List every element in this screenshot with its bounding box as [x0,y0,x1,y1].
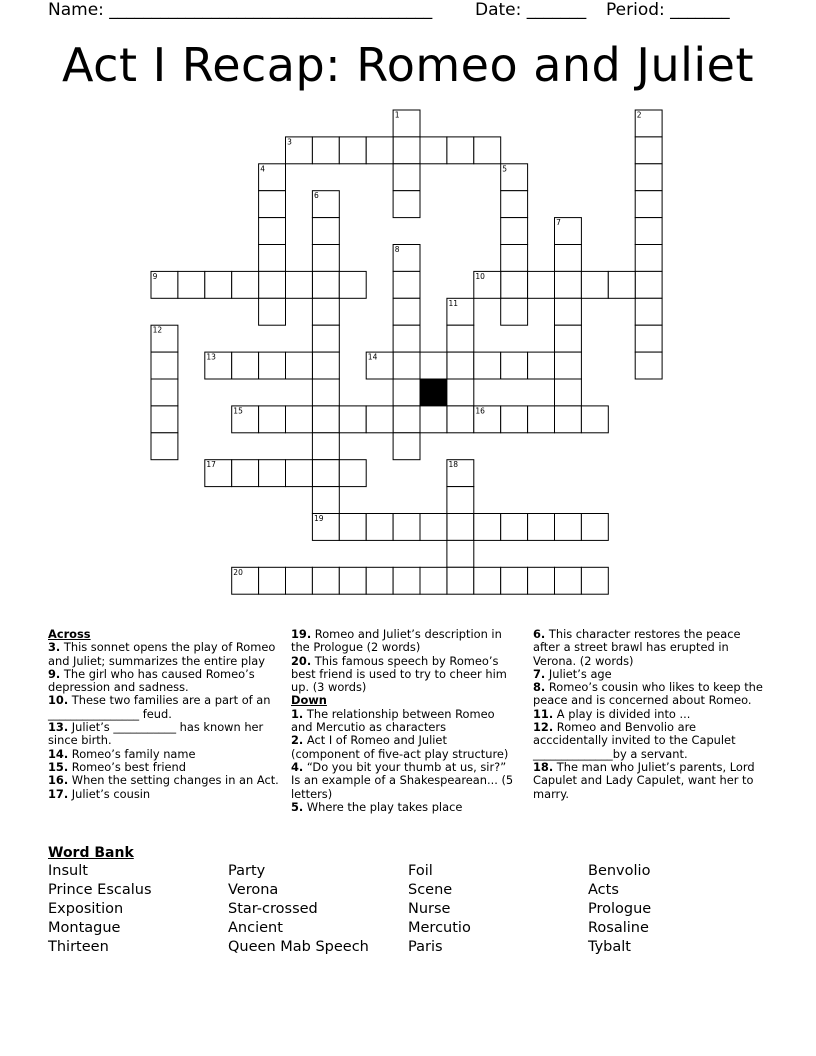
grid-cell[interactable] [393,298,420,325]
grid-cell[interactable] [447,514,474,541]
grid-cell[interactable] [501,352,528,379]
grid-cell[interactable] [312,352,339,379]
clue-number: 6 [314,191,319,201]
grid-cell[interactable] [447,487,474,514]
clue-text: Where the play takes place [303,799,463,814]
clue-text: This character restores the peace after a street brawl has erupted in Verona. (2 words) [533,627,741,668]
across-clue [48,774,283,787]
word-bank-item: Ancient [228,920,283,936]
grid-cell[interactable] [555,271,582,298]
down-clue [533,628,763,668]
clue-number: 7 [556,218,561,228]
grid-cell[interactable] [339,567,366,594]
word-bank-item: Foil [408,863,433,879]
grid-cell[interactable] [312,298,339,325]
word-bank-item: Benvolio [588,863,651,879]
word-bank-item: Montague [48,920,121,936]
grid-cell[interactable] [232,352,259,379]
grid-cell[interactable] [501,298,528,325]
down-clue [533,761,763,801]
grid-cell[interactable] [635,191,662,218]
grid-cell[interactable] [528,567,555,594]
grid-cell[interactable] [501,567,528,594]
grid-cell[interactable] [447,325,474,352]
grid-cell[interactable] [366,514,393,541]
grid-cell[interactable] [447,379,474,406]
clue-number: 12. [533,720,554,735]
grid-cell[interactable] [339,406,366,433]
clue-text: Romeo’s cousin who likes to keep the peace and is concerned about Romeo. [533,680,763,708]
grid-cell[interactable] [555,379,582,406]
clue-text: These two families are a part of an ________________ feud. [48,693,271,721]
down-heading: Down [291,693,327,708]
clue-text: Romeo and Juliet’s description in the Prologue (2 words) [291,627,502,655]
period-field[interactable]: Period: _______ [606,0,730,20]
grid-cell[interactable] [447,406,474,433]
grid-cell[interactable] [528,514,555,541]
grid-cell[interactable] [420,406,447,433]
grid-cell[interactable] [393,137,420,164]
word-bank-item: Mercutio [408,920,471,936]
grid-cell[interactable] [205,271,232,298]
grid-cell[interactable] [312,567,339,594]
grid-cell[interactable] [312,379,339,406]
down-clue [533,668,763,681]
grid-cell[interactable] [232,460,259,487]
grid-cell[interactable] [312,406,339,433]
word-bank-item: Star-crossed [228,901,318,917]
clue-text: This sonnet opens the play of Romeo and Juliet; summarizes the entire play [48,640,276,668]
clue-number: 15. [48,759,69,774]
word-bank-item: Party [228,863,266,879]
grid-cell[interactable] [312,460,339,487]
grid-cell[interactable] [635,271,662,298]
grid-cell[interactable] [393,379,420,406]
grid-cell[interactable] [581,567,608,594]
grid-cell[interactable] [178,271,205,298]
word-bank-item: Scene [408,882,453,898]
clue-number: 2 [636,110,642,120]
across-clue [48,668,283,695]
grid-cell[interactable] [635,137,662,164]
grid-cell[interactable] [555,298,582,325]
clue-number: 9 [152,271,158,281]
grid-cell[interactable] [393,567,420,594]
clue-text: A play is divided into ... [553,706,691,721]
grid-cell[interactable] [259,567,286,594]
word-bank-item: Exposition [48,901,124,917]
grid-cell[interactable] [474,352,501,379]
clue-number: 18 [448,460,459,470]
black-cell [420,379,447,406]
clue-number: 7. [533,666,546,681]
clue-number: 5 [502,164,508,174]
grid-cell[interactable] [259,352,286,379]
down-clue [533,721,763,761]
grid-cell[interactable] [393,271,420,298]
clue-number: 11 [448,298,459,308]
grid-cell[interactable] [393,406,420,433]
grid-cell[interactable] [528,271,555,298]
grid-cell[interactable] [339,514,366,541]
grid-cell[interactable] [528,406,555,433]
clue-text: Juliet’s ___________ has known her since birth. [48,720,264,748]
grid-cell[interactable] [151,433,178,460]
clue-text: The girl who has caused Romeo’s depression and sadness. [48,666,255,695]
clue-number: 2. [291,733,304,748]
clue-number: 13 [206,352,216,362]
clue-number: 17 [206,460,216,470]
grid-cell[interactable] [581,514,608,541]
grid-cell[interactable] [259,298,286,325]
grid-cell[interactable] [259,245,286,272]
grid-cell[interactable] [312,271,339,298]
grid-cell[interactable] [608,271,635,298]
clues-column-3 [533,628,763,801]
grid-cell[interactable] [447,540,474,567]
page-title: Act I Recap: Romeo and Juliet [62,38,754,92]
clue-number: 16. [48,773,69,788]
clue-text: Juliet’s cousin [68,786,151,801]
grid-cell[interactable] [232,271,259,298]
grid-cell[interactable] [474,514,501,541]
clue-number: 18. [533,759,554,774]
grid-cell[interactable] [259,460,286,487]
across-heading: Across [48,627,91,641]
across-clue [48,641,283,668]
down-clue [291,801,518,814]
word-bank-item: Thirteen [48,939,109,955]
grid-cell[interactable] [635,245,662,272]
clue-number: 17. [48,786,69,801]
clue-number: 16 [475,406,485,416]
grid-cell[interactable] [312,325,339,352]
clue-text: The man who Juliet’s parents, Lord Capulet and Lady Capulet, want her to marry. [533,759,755,801]
clue-number: 14. [48,746,69,761]
clue-text: “Do you bit your thumb at us, sir?” Is an example of a Shakespearean... (5 letters) [291,759,514,801]
grid-cell[interactable] [501,271,528,298]
grid-cell[interactable] [501,191,528,218]
grid-cell[interactable] [339,271,366,298]
grid-cell[interactable] [366,406,393,433]
grid-cell[interactable] [420,567,447,594]
grid-cell[interactable] [259,271,286,298]
grid-cell[interactable] [581,271,608,298]
clue-text: Juliet’s age [545,666,612,681]
clue-text: Romeo’s family name [68,746,196,761]
grid-cell[interactable] [555,514,582,541]
word-bank-item: Prince Escalus [48,882,152,898]
grid-cell[interactable] [286,460,313,487]
grid-cell[interactable] [286,567,313,594]
grid-cell[interactable] [474,567,501,594]
grid-cell[interactable] [312,433,339,460]
word-bank-item: Paris [408,939,443,955]
grid-cell[interactable] [635,298,662,325]
down-clue [291,708,518,735]
word-bank-item: Tybalt [588,939,631,955]
grid-cell[interactable] [555,245,582,272]
grid-cell[interactable] [339,460,366,487]
grid-cell[interactable] [286,352,313,379]
across-clue [48,788,283,801]
clue-number: 9. [48,666,61,681]
grid-cell[interactable] [635,325,662,352]
clue-number: 6. [533,627,546,641]
grid-cell[interactable] [259,406,286,433]
grid-cell[interactable] [312,487,339,514]
clue-number: 4 [260,164,265,174]
name-field[interactable]: Name: ______________________________________ [48,0,433,20]
grid-cell[interactable] [151,379,178,406]
clue-number: 15 [233,406,243,416]
grid-cell[interactable] [286,271,313,298]
down-clue [533,681,763,708]
grid-cell[interactable] [528,352,555,379]
clue-text: Romeo’s best friend [68,759,187,774]
clue-number: 10 [475,271,485,281]
grid-cell[interactable] [312,137,339,164]
grid-cell[interactable] [447,137,474,164]
grid-cell[interactable] [635,218,662,245]
grid-cell[interactable] [259,191,286,218]
clue-number: 12 [152,325,163,335]
grid-cell[interactable] [393,164,420,191]
grid-cell[interactable] [447,567,474,594]
grid-cell[interactable] [312,245,339,272]
date-field[interactable]: Date: _______ [475,0,587,20]
grid-cell[interactable] [581,406,608,433]
grid-cell[interactable] [151,406,178,433]
grid-cell[interactable] [555,406,582,433]
grid-cell[interactable] [393,191,420,218]
grid-cell[interactable] [420,137,447,164]
across-clue [48,748,283,761]
clue-number: 10. [48,693,69,708]
grid-cell[interactable] [339,137,366,164]
word-bank-item: Acts [588,882,619,898]
clue-number: 19. [291,627,312,641]
grid-cell[interactable] [501,514,528,541]
word-bank-item: Queen Mab Speech [228,939,369,955]
down-clue [533,708,763,721]
grid-cell[interactable] [151,352,178,379]
grid-cell[interactable] [366,137,393,164]
grid-cell[interactable] [259,218,286,245]
clue-number: 19 [314,514,324,523]
clue-number: 8 [394,245,400,254]
grid-cell[interactable] [393,325,420,352]
grid-cell[interactable] [555,567,582,594]
word-bank-item: Nurse [408,901,451,917]
clue-number: 13. [48,720,69,735]
clue-number: 8. [533,680,546,695]
clue-number: 3. [48,640,61,655]
clue-number: 5. [291,799,304,814]
across-clue [291,655,518,695]
clue-number: 4. [291,759,304,774]
clue-number: 11. [533,706,554,721]
clue-number: 3 [287,137,292,147]
word-bank-item: Prologue [588,901,652,917]
grid-cell[interactable] [393,433,420,460]
grid-cell[interactable] [635,164,662,191]
down-clue [291,761,518,801]
clue-number: 20. [291,653,312,668]
across-clue [48,761,283,774]
word-bank-item: Rosaline [588,920,649,936]
grid-cell[interactable] [286,406,313,433]
clue-text: Romeo and Benvolio are acccidentally invited to the Capulet ______________by a servant. [533,720,736,761]
clue-number: 1. [291,706,304,721]
grid-cell[interactable] [420,514,447,541]
grid-cell[interactable] [366,567,393,594]
grid-cell[interactable] [312,218,339,245]
word-bank-heading: Word Bank [48,845,134,861]
grid-cell[interactable] [501,218,528,245]
grid-cell[interactable] [393,352,420,379]
across-clue [48,721,283,748]
clues-column-1 [48,628,283,801]
grid-cell[interactable] [501,406,528,433]
clue-number: 14 [367,352,378,362]
across-clue [48,694,283,721]
grid-cell[interactable] [447,352,474,379]
word-bank-item: Verona [228,882,279,898]
clues-column-2 [291,628,518,814]
down-clue [291,734,518,761]
grid-cell[interactable] [635,352,662,379]
grid-cell[interactable] [555,325,582,352]
word-bank-item: Insult [48,863,88,879]
clue-text: Act I of Romeo and Juliet (component of five-act play structure) [291,733,509,761]
clue-text: This famous speech by Romeo’s best friend is used to try to cheer him up. (3 words) [291,653,507,695]
clue-text: The relationship between Romeo and Mercutio as characters [291,706,495,735]
clue-text: When the setting changes in an Act. [68,773,279,788]
grid-cell[interactable] [474,137,501,164]
clue-number: 1 [394,110,400,120]
grid-cell[interactable] [555,352,582,379]
across-clue [291,628,518,655]
clue-number: 20 [233,567,243,577]
grid-cell[interactable] [420,352,447,379]
grid-cell[interactable] [393,514,420,541]
grid-cell[interactable] [501,245,528,272]
